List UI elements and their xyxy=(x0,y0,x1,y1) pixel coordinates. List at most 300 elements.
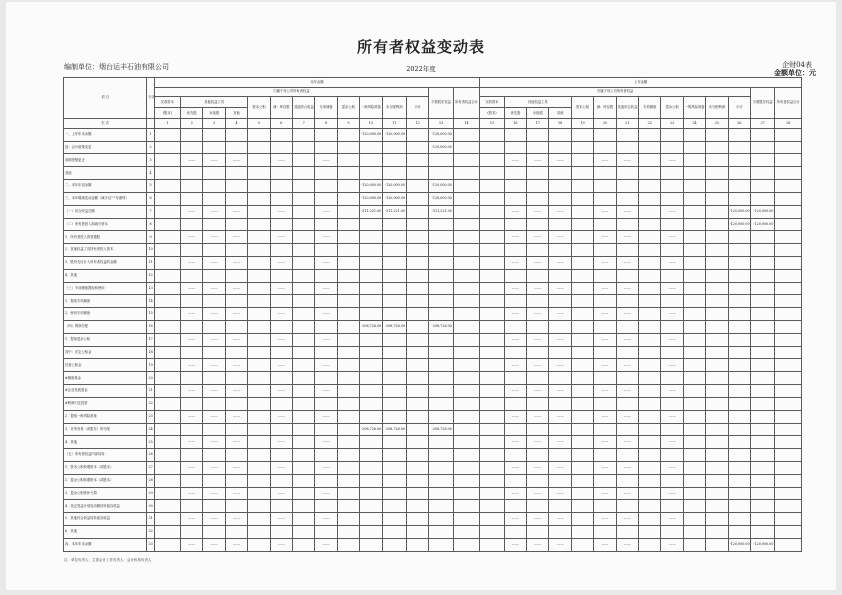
empty-cell xyxy=(639,372,661,385)
empty-cell xyxy=(775,256,802,269)
empty-cell xyxy=(639,205,661,218)
empty-cell xyxy=(337,231,359,244)
header-undistributed-prior: 未分配利润 xyxy=(706,97,728,119)
row-line-no: 14 xyxy=(147,295,154,308)
not-applicable-cell: —— xyxy=(549,333,571,346)
empty-cell xyxy=(750,513,774,526)
empty-cell xyxy=(549,269,571,282)
empty-cell xyxy=(248,500,270,513)
empty-cell xyxy=(270,192,292,205)
empty-cell xyxy=(293,282,315,295)
empty-cell xyxy=(571,410,593,423)
empty-cell xyxy=(225,346,247,359)
col-number: 25 xyxy=(706,119,728,129)
row-label: 5．其他综合收益结转留存收益 xyxy=(64,513,147,526)
empty-cell xyxy=(293,474,315,487)
empty-cell xyxy=(571,141,593,154)
empty-cell xyxy=(571,436,593,449)
col-number: 6 xyxy=(270,119,292,129)
amount-cell: -208,726.00 xyxy=(382,321,406,334)
not-applicable-cell: —— xyxy=(315,410,337,423)
table-row xyxy=(64,538,802,551)
header-perpetual-current: 永续债 xyxy=(203,108,225,119)
empty-cell xyxy=(429,218,453,231)
empty-cell xyxy=(293,526,315,539)
empty-cell xyxy=(571,538,593,551)
row-line-no: 26 xyxy=(147,449,154,462)
empty-cell xyxy=(750,308,774,321)
empty-cell xyxy=(480,423,504,436)
empty-cell xyxy=(248,487,270,500)
empty-cell xyxy=(661,269,683,282)
empty-cell xyxy=(706,474,728,487)
empty-cell xyxy=(360,513,382,526)
empty-cell xyxy=(429,513,453,526)
empty-cell xyxy=(293,231,315,244)
amount-cell: -120,000.00 xyxy=(429,192,453,205)
col-number: 24 xyxy=(683,119,705,129)
empty-cell xyxy=(382,141,406,154)
empty-cell xyxy=(337,359,359,372)
not-applicable-cell: —— xyxy=(661,385,683,398)
empty-cell xyxy=(683,410,705,423)
not-applicable-cell: —— xyxy=(594,436,616,449)
empty-cell xyxy=(527,500,549,513)
empty-cell xyxy=(639,256,661,269)
row-label: 加：会计政策变更 xyxy=(64,141,147,154)
empty-cell xyxy=(683,500,705,513)
not-applicable-cell: —— xyxy=(203,436,225,449)
empty-cell xyxy=(571,282,593,295)
empty-cell xyxy=(270,526,292,539)
empty-cell xyxy=(315,449,337,462)
empty-cell xyxy=(337,487,359,500)
empty-cell xyxy=(360,372,382,385)
row-label: 1．资本公积转增资本（或股本） xyxy=(64,461,147,474)
empty-cell xyxy=(504,269,526,282)
not-applicable-cell: —— xyxy=(661,333,683,346)
empty-cell xyxy=(154,192,180,205)
empty-cell xyxy=(571,308,593,321)
not-applicable-cell: —— xyxy=(225,538,247,551)
empty-cell xyxy=(639,500,661,513)
empty-cell xyxy=(382,410,406,423)
empty-cell xyxy=(181,397,203,410)
empty-cell xyxy=(775,436,802,449)
empty-cell xyxy=(639,487,661,500)
table-row xyxy=(64,244,802,257)
empty-cell xyxy=(382,282,406,295)
empty-cell xyxy=(270,141,292,154)
empty-cell xyxy=(225,321,247,334)
empty-cell xyxy=(337,500,359,513)
empty-cell xyxy=(571,526,593,539)
amount-cell: -120,000.00 xyxy=(360,192,382,205)
not-applicable-cell: —— xyxy=(225,487,247,500)
not-applicable-cell: —— xyxy=(661,359,683,372)
empty-cell xyxy=(453,269,479,282)
empty-cell xyxy=(775,192,802,205)
empty-cell xyxy=(750,167,774,180)
empty-cell xyxy=(154,538,180,551)
empty-cell xyxy=(750,410,774,423)
empty-cell xyxy=(661,218,683,231)
empty-cell xyxy=(661,321,683,334)
empty-cell xyxy=(480,449,504,462)
table-row xyxy=(64,295,802,308)
row-line-no: 33 xyxy=(147,538,154,551)
empty-cell xyxy=(337,461,359,474)
not-applicable-cell: —— xyxy=(616,154,638,167)
empty-cell xyxy=(706,372,728,385)
empty-cell xyxy=(429,538,453,551)
empty-cell xyxy=(453,192,479,205)
table-row xyxy=(64,205,802,218)
empty-cell xyxy=(203,167,225,180)
not-applicable-cell: —— xyxy=(661,231,683,244)
empty-cell xyxy=(248,231,270,244)
empty-cell xyxy=(706,513,728,526)
empty-cell xyxy=(337,295,359,308)
empty-cell xyxy=(154,180,180,193)
empty-cell xyxy=(225,128,247,141)
empty-cell xyxy=(616,218,638,231)
empty-cell xyxy=(429,308,453,321)
empty-cell xyxy=(154,410,180,423)
empty-cell xyxy=(225,218,247,231)
not-applicable-cell: —— xyxy=(661,436,683,449)
empty-cell xyxy=(549,167,571,180)
empty-cell xyxy=(293,321,315,334)
header-treasury-current: 减：库存股 xyxy=(270,97,292,119)
empty-cell xyxy=(453,128,479,141)
amount-cell: -311,221.00 xyxy=(360,205,382,218)
empty-cell xyxy=(750,372,774,385)
empty-cell xyxy=(248,461,270,474)
empty-cell xyxy=(750,321,774,334)
empty-cell xyxy=(181,500,203,513)
empty-cell xyxy=(181,474,203,487)
col-number: 21 xyxy=(616,119,638,129)
header-total-prior: 所有者权益合计 xyxy=(775,87,802,118)
empty-cell xyxy=(683,346,705,359)
table-row xyxy=(64,282,802,295)
empty-cell xyxy=(527,449,549,462)
empty-cell xyxy=(504,500,526,513)
empty-cell xyxy=(639,321,661,334)
empty-cell xyxy=(706,538,728,551)
empty-cell xyxy=(706,154,728,167)
empty-cell xyxy=(429,461,453,474)
empty-cell xyxy=(453,256,479,269)
empty-cell xyxy=(750,487,774,500)
empty-cell xyxy=(337,538,359,551)
empty-cell xyxy=(571,513,593,526)
row-line-no: 2 xyxy=(147,141,154,154)
empty-cell xyxy=(549,474,571,487)
table-row xyxy=(64,487,802,500)
empty-cell xyxy=(154,449,180,462)
empty-cell xyxy=(728,474,750,487)
empty-cell xyxy=(616,128,638,141)
empty-cell xyxy=(453,167,479,180)
empty-cell xyxy=(382,474,406,487)
col-number: 7 xyxy=(293,119,315,129)
empty-cell xyxy=(406,385,428,398)
empty-cell xyxy=(360,218,382,231)
empty-cell xyxy=(480,128,504,141)
not-applicable-cell: —— xyxy=(504,410,526,423)
not-applicable-cell: —— xyxy=(504,333,526,346)
empty-cell xyxy=(571,346,593,359)
not-applicable-cell: —— xyxy=(270,385,292,398)
not-applicable-cell: —— xyxy=(315,385,337,398)
empty-cell xyxy=(775,231,802,244)
empty-cell xyxy=(382,436,406,449)
empty-cell xyxy=(571,180,593,193)
header-paid-in-sub-current: (股本) xyxy=(154,108,180,119)
empty-cell xyxy=(775,282,802,295)
empty-cell xyxy=(527,295,549,308)
not-applicable-cell: —— xyxy=(616,461,638,474)
empty-cell xyxy=(337,128,359,141)
empty-cell xyxy=(225,192,247,205)
header-oci-current: 其他综合收益 xyxy=(293,97,315,119)
empty-cell xyxy=(527,167,549,180)
empty-cell xyxy=(315,321,337,334)
header-paid-in-current: 实收资本 xyxy=(154,97,180,108)
empty-cell xyxy=(504,449,526,462)
empty-cell xyxy=(775,295,802,308)
empty-cell xyxy=(661,500,683,513)
empty-cell xyxy=(181,128,203,141)
empty-cell xyxy=(225,500,247,513)
empty-cell xyxy=(775,372,802,385)
empty-cell xyxy=(453,141,479,154)
empty-cell xyxy=(203,321,225,334)
row-line-no: 17 xyxy=(147,333,154,346)
empty-cell xyxy=(270,397,292,410)
empty-cell xyxy=(315,218,337,231)
empty-cell xyxy=(315,397,337,410)
table-row xyxy=(64,308,802,321)
empty-cell xyxy=(683,538,705,551)
row-label: 3．对所有者（或股东）的分配 xyxy=(64,423,147,436)
empty-cell xyxy=(270,423,292,436)
empty-cell xyxy=(504,192,526,205)
empty-cell xyxy=(571,423,593,436)
not-applicable-cell: —— xyxy=(504,385,526,398)
not-applicable-cell: —— xyxy=(594,410,616,423)
row-line-no: 24 xyxy=(147,423,154,436)
empty-cell xyxy=(683,397,705,410)
col-number: 15 xyxy=(480,119,504,129)
empty-cell xyxy=(750,141,774,154)
empty-cell xyxy=(616,141,638,154)
empty-cell xyxy=(337,192,359,205)
amount-cell: -208,726.00 xyxy=(360,423,382,436)
empty-cell xyxy=(248,449,270,462)
empty-cell xyxy=(154,500,180,513)
amount-cell: -120,000.00 xyxy=(728,218,750,231)
table-row xyxy=(64,461,802,474)
empty-cell xyxy=(683,474,705,487)
empty-cell xyxy=(683,513,705,526)
empty-cell xyxy=(406,372,428,385)
empty-cell xyxy=(406,410,428,423)
not-applicable-cell: —— xyxy=(594,282,616,295)
not-applicable-cell: —— xyxy=(270,333,292,346)
empty-cell xyxy=(154,385,180,398)
empty-cell xyxy=(706,397,728,410)
empty-cell xyxy=(315,269,337,282)
empty-cell xyxy=(661,167,683,180)
not-applicable-cell: —— xyxy=(549,205,571,218)
empty-cell xyxy=(453,526,479,539)
empty-cell xyxy=(728,256,750,269)
empty-cell xyxy=(203,269,225,282)
empty-cell xyxy=(480,346,504,359)
table-row xyxy=(64,231,802,244)
not-applicable-cell: —— xyxy=(225,205,247,218)
empty-cell xyxy=(480,205,504,218)
empty-cell xyxy=(480,231,504,244)
empty-cell xyxy=(683,333,705,346)
empty-cell xyxy=(337,282,359,295)
row-line-no: 31 xyxy=(147,513,154,526)
col-number: 8 xyxy=(315,119,337,129)
not-applicable-cell: —— xyxy=(616,436,638,449)
not-applicable-cell: —— xyxy=(549,231,571,244)
amount-cell: -208,726.00 xyxy=(429,321,453,334)
not-applicable-cell: —— xyxy=(594,513,616,526)
empty-cell xyxy=(616,449,638,462)
empty-cell xyxy=(248,244,270,257)
not-applicable-cell: —— xyxy=(203,538,225,551)
empty-cell xyxy=(683,461,705,474)
empty-cell xyxy=(504,218,526,231)
empty-cell xyxy=(453,372,479,385)
not-applicable-cell: —— xyxy=(504,308,526,321)
empty-cell xyxy=(571,487,593,500)
empty-cell xyxy=(382,308,406,321)
empty-cell xyxy=(549,180,571,193)
empty-cell xyxy=(706,487,728,500)
empty-cell xyxy=(337,167,359,180)
empty-cell xyxy=(775,269,802,282)
empty-cell xyxy=(504,397,526,410)
empty-cell xyxy=(154,359,180,372)
not-applicable-cell: —— xyxy=(270,410,292,423)
empty-cell xyxy=(225,397,247,410)
empty-cell xyxy=(293,449,315,462)
empty-cell xyxy=(382,154,406,167)
header-attr-parent-current: 归属于母公司所有者权益 xyxy=(154,87,429,97)
empty-cell xyxy=(661,244,683,257)
empty-cell xyxy=(616,500,638,513)
empty-cell xyxy=(248,410,270,423)
empty-cell xyxy=(382,295,406,308)
empty-cell xyxy=(382,500,406,513)
empty-cell xyxy=(406,256,428,269)
empty-cell xyxy=(337,423,359,436)
not-applicable-cell: —— xyxy=(315,513,337,526)
empty-cell xyxy=(360,308,382,321)
empty-cell xyxy=(406,487,428,500)
empty-cell xyxy=(728,423,750,436)
empty-cell xyxy=(270,244,292,257)
empty-cell xyxy=(382,385,406,398)
header-col-no: 栏 次 xyxy=(64,119,147,129)
empty-cell xyxy=(639,128,661,141)
empty-cell xyxy=(225,244,247,257)
empty-cell xyxy=(453,154,479,167)
empty-cell xyxy=(293,500,315,513)
empty-cell xyxy=(527,141,549,154)
empty-cell xyxy=(203,141,225,154)
table-row xyxy=(64,474,802,487)
empty-cell xyxy=(248,282,270,295)
empty-cell xyxy=(775,205,802,218)
empty-cell xyxy=(293,269,315,282)
not-applicable-cell: —— xyxy=(527,154,549,167)
empty-cell xyxy=(683,372,705,385)
header-col-no-blank xyxy=(147,119,154,129)
empty-cell xyxy=(775,500,802,513)
empty-cell xyxy=(750,500,774,513)
empty-cell xyxy=(775,154,802,167)
empty-cell xyxy=(453,410,479,423)
empty-cell xyxy=(775,538,802,551)
empty-cell xyxy=(406,359,428,372)
empty-cell xyxy=(728,333,750,346)
empty-cell xyxy=(293,385,315,398)
empty-cell xyxy=(527,526,549,539)
not-applicable-cell: —— xyxy=(527,513,549,526)
empty-cell xyxy=(661,423,683,436)
table-row xyxy=(64,154,802,167)
not-applicable-cell: —— xyxy=(203,231,225,244)
empty-cell xyxy=(181,244,203,257)
empty-cell xyxy=(453,487,479,500)
not-applicable-cell: —— xyxy=(549,282,571,295)
empty-cell xyxy=(406,513,428,526)
empty-cell xyxy=(154,372,180,385)
not-applicable-cell: —— xyxy=(225,436,247,449)
empty-cell xyxy=(549,295,571,308)
empty-cell xyxy=(728,500,750,513)
empty-cell xyxy=(683,205,705,218)
not-applicable-cell: —— xyxy=(594,154,616,167)
row-line-no: 3 xyxy=(147,154,154,167)
header-preferred-prior: 优先股 xyxy=(504,108,526,119)
empty-cell xyxy=(571,449,593,462)
empty-cell xyxy=(639,308,661,321)
header-subtotal-prior: 小计 xyxy=(728,97,750,119)
col-number: 11 xyxy=(382,119,406,129)
not-applicable-cell: —— xyxy=(315,256,337,269)
not-applicable-cell: —— xyxy=(616,410,638,423)
empty-cell xyxy=(293,333,315,346)
empty-cell xyxy=(683,192,705,205)
empty-cell xyxy=(337,218,359,231)
empty-cell xyxy=(203,192,225,205)
empty-cell xyxy=(453,346,479,359)
empty-cell xyxy=(154,513,180,526)
empty-cell xyxy=(661,346,683,359)
empty-cell xyxy=(706,321,728,334)
row-label: 四、本年年末余额 xyxy=(64,538,147,551)
